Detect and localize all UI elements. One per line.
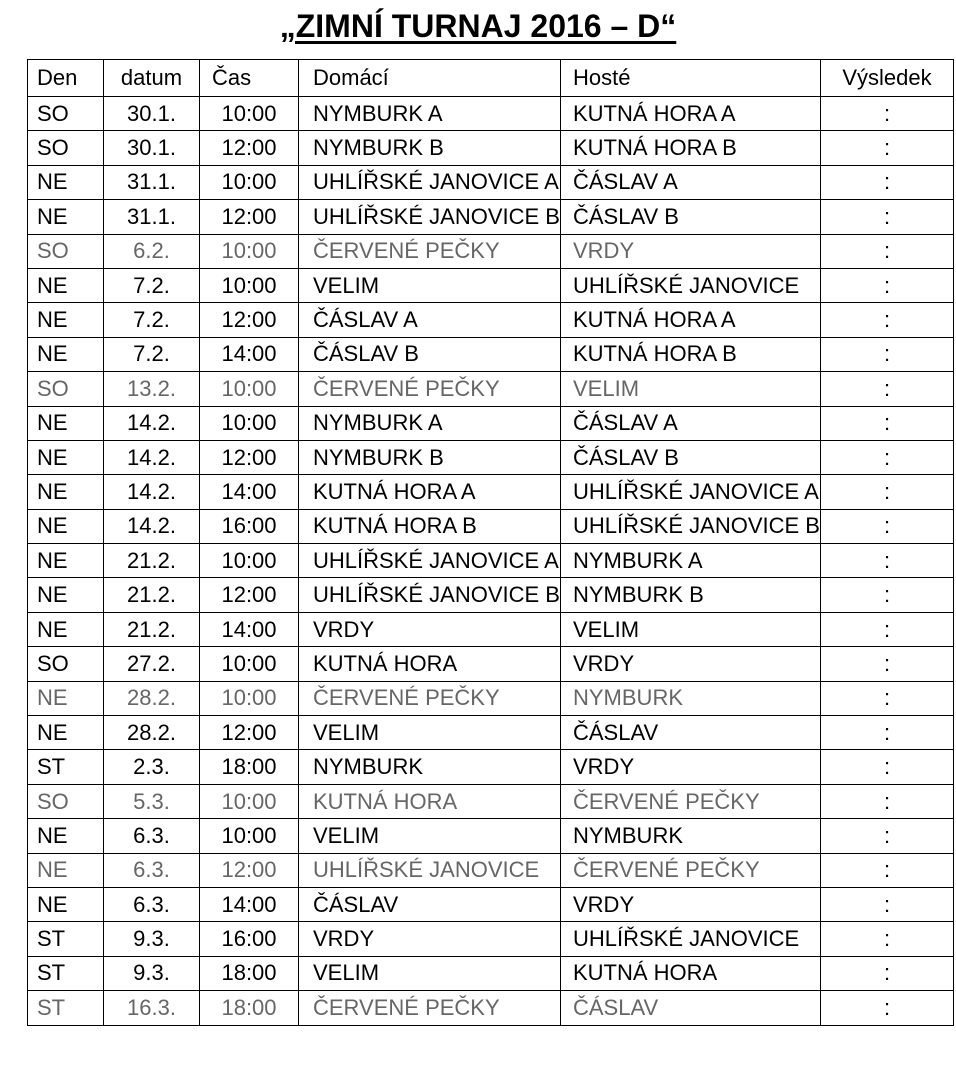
cell-time: 12:00 [200,716,299,750]
cell-time: 16:00 [200,509,299,543]
cell-day: NE [28,337,104,371]
cell-date: 7.2. [104,268,200,302]
cell-day: ST [28,956,104,990]
cell-result: : [821,612,954,646]
cell-result: : [821,337,954,371]
cell-time: 12:00 [200,853,299,887]
cell-time: 10:00 [200,784,299,818]
cell-away-team: ČÁSLAV [561,716,821,750]
cell-away-team: VELIM [561,612,821,646]
cell-result: : [821,647,954,681]
cell-day: NE [28,406,104,440]
cell-away-team: KUTNÁ HORA B [561,131,821,165]
cell-home-team: UHLÍŘSKÉ JANOVICE A [299,544,561,578]
cell-date: 13.2. [104,372,200,406]
cell-away-team: ČERVENÉ PEČKY [561,784,821,818]
cell-day: SO [28,131,104,165]
cell-date: 28.2. [104,716,200,750]
table-row [28,509,954,543]
cell-result: : [821,509,954,543]
cell-result: : [821,784,954,818]
cell-day: SO [28,372,104,406]
cell-away-team: NYMBURK [561,819,821,853]
cell-day: SO [28,784,104,818]
cell-date: 14.2. [104,440,200,474]
cell-time: 10:00 [200,544,299,578]
cell-away-team: NYMBURK [561,681,821,715]
cell-home-team: NYMBURK B [299,131,561,165]
cell-day: NE [28,716,104,750]
document-title-text: „ZIMNÍ TURNAJ 2016 – D“ [279,8,677,44]
table-row [28,544,954,578]
cell-home-team: ČERVENÉ PEČKY [299,991,561,1025]
table-row [28,612,954,646]
cell-day: NE [28,887,104,921]
cell-day: SO [28,234,104,268]
cell-day: SO [28,97,104,131]
cell-date: 6.3. [104,853,200,887]
header-result: Výsledek [821,60,954,97]
cell-away-team: NYMBURK B [561,578,821,612]
cell-home-team: NYMBURK [299,750,561,784]
table-row [28,200,954,234]
cell-away-team: NYMBURK A [561,544,821,578]
cell-date: 6.3. [104,819,200,853]
table-row [28,131,954,165]
cell-day: NE [28,853,104,887]
cell-date: 28.2. [104,681,200,715]
cell-home-team: ČERVENÉ PEČKY [299,372,561,406]
cell-time: 12:00 [200,131,299,165]
table-row [28,681,954,715]
cell-date: 14.2. [104,406,200,440]
cell-date: 9.3. [104,956,200,990]
table-row [28,165,954,199]
cell-time: 12:00 [200,578,299,612]
cell-day: NE [28,268,104,302]
table-row [28,268,954,302]
cell-time: 18:00 [200,956,299,990]
table-row [28,991,954,1025]
table-row [28,922,954,956]
table-row [28,578,954,612]
cell-date: 14.2. [104,509,200,543]
cell-time: 10:00 [200,406,299,440]
cell-time: 18:00 [200,750,299,784]
cell-home-team: KUTNÁ HORA A [299,475,561,509]
cell-away-team: ČÁSLAV B [561,440,821,474]
cell-date: 21.2. [104,578,200,612]
cell-time: 18:00 [200,991,299,1025]
cell-time: 14:00 [200,887,299,921]
cell-result: : [821,956,954,990]
table-row [28,716,954,750]
cell-day: NE [28,303,104,337]
cell-home-team: NYMBURK A [299,97,561,131]
cell-date: 6.3. [104,887,200,921]
cell-date: 14.2. [104,475,200,509]
cell-result: : [821,681,954,715]
cell-result: : [821,200,954,234]
schedule-table [27,59,954,1026]
table-row [28,475,954,509]
cell-result: : [821,922,954,956]
table-row [28,750,954,784]
cell-time: 12:00 [200,440,299,474]
cell-day: NE [28,440,104,474]
cell-date: 16.3. [104,991,200,1025]
cell-home-team: VELIM [299,268,561,302]
cell-date: 9.3. [104,922,200,956]
cell-day: ST [28,991,104,1025]
cell-result: : [821,268,954,302]
cell-away-team: UHLÍŘSKÉ JANOVICE A [561,475,821,509]
cell-date: 5.3. [104,784,200,818]
cell-home-team: ČERVENÉ PEČKY [299,681,561,715]
cell-time: 12:00 [200,200,299,234]
cell-time: 14:00 [200,475,299,509]
cell-result: : [821,853,954,887]
cell-time: 14:00 [200,337,299,371]
cell-result: : [821,578,954,612]
cell-date: 7.2. [104,303,200,337]
cell-away-team: ČÁSLAV A [561,165,821,199]
cell-time: 10:00 [200,234,299,268]
cell-away-team: KUTNÁ HORA [561,956,821,990]
cell-date: 6.2. [104,234,200,268]
cell-away-team: VRDY [561,750,821,784]
cell-result: : [821,440,954,474]
cell-time: 10:00 [200,97,299,131]
cell-away-team: ČÁSLAV A [561,406,821,440]
table-row [28,406,954,440]
table-row [28,784,954,818]
table-row [28,234,954,268]
cell-result: : [821,991,954,1025]
header-day: Den [28,60,104,97]
cell-home-team: UHLÍŘSKÉ JANOVICE [299,853,561,887]
cell-time: 10:00 [200,681,299,715]
cell-away-team: ČÁSLAV [561,991,821,1025]
table-row [28,97,954,131]
cell-date: 21.2. [104,544,200,578]
table-row [28,303,954,337]
table-row [28,372,954,406]
cell-time: 10:00 [200,647,299,681]
cell-day: ST [28,750,104,784]
cell-away-team: KUTNÁ HORA A [561,97,821,131]
cell-home-team: UHLÍŘSKÉ JANOVICE B [299,578,561,612]
table-row [28,819,954,853]
cell-home-team: ČERVENÉ PEČKY [299,234,561,268]
cell-home-team: ČÁSLAV A [299,303,561,337]
cell-away-team: ČERVENÉ PEČKY [561,853,821,887]
cell-day: NE [28,544,104,578]
cell-home-team: KUTNÁ HORA B [299,509,561,543]
cell-day: NE [28,200,104,234]
cell-result: : [821,544,954,578]
cell-away-team: KUTNÁ HORA B [561,337,821,371]
cell-result: : [821,475,954,509]
cell-home-team: ČÁSLAV B [299,337,561,371]
cell-date: 27.2. [104,647,200,681]
cell-away-team: VRDY [561,234,821,268]
cell-time: 14:00 [200,612,299,646]
cell-result: : [821,131,954,165]
cell-day: NE [28,612,104,646]
cell-day: SO [28,647,104,681]
cell-result: : [821,716,954,750]
table-row [28,956,954,990]
cell-time: 10:00 [200,268,299,302]
table-row [28,440,954,474]
cell-away-team: VRDY [561,647,821,681]
cell-home-team: UHLÍŘSKÉ JANOVICE A [299,165,561,199]
cell-result: : [821,97,954,131]
table-row [28,337,954,371]
header-date: datum [104,60,200,97]
cell-date: 31.1. [104,200,200,234]
cell-away-team: UHLÍŘSKÉ JANOVICE B [561,509,821,543]
cell-date: 7.2. [104,337,200,371]
cell-day: NE [28,819,104,853]
cell-away-team: UHLÍŘSKÉ JANOVICE [561,268,821,302]
cell-home-team: KUTNÁ HORA [299,784,561,818]
cell-home-team: UHLÍŘSKÉ JANOVICE B [299,200,561,234]
cell-result: : [821,819,954,853]
cell-time: 10:00 [200,372,299,406]
table-row [28,853,954,887]
cell-home-team: NYMBURK B [299,440,561,474]
cell-away-team: VELIM [561,372,821,406]
cell-date: 30.1. [104,97,200,131]
table-row [28,647,954,681]
cell-home-team: VELIM [299,716,561,750]
cell-away-team: VRDY [561,887,821,921]
schedule-table-header [28,60,954,97]
cell-day: NE [28,165,104,199]
cell-result: : [821,165,954,199]
document-title [0,4,956,48]
cell-away-team: UHLÍŘSKÉ JANOVICE [561,922,821,956]
cell-result: : [821,887,954,921]
cell-result: : [821,234,954,268]
table-row [28,887,954,921]
header-away-team: Hosté [561,60,821,97]
cell-time: 10:00 [200,819,299,853]
cell-result: : [821,750,954,784]
cell-home-team: ČÁSLAV [299,887,561,921]
cell-home-team: VELIM [299,956,561,990]
cell-home-team: VELIM [299,819,561,853]
cell-day: NE [28,578,104,612]
schedule-table-body [28,97,954,1026]
cell-date: 2.3. [104,750,200,784]
header-row [28,60,954,97]
cell-date: 21.2. [104,612,200,646]
cell-away-team: ČÁSLAV B [561,200,821,234]
cell-home-team: KUTNÁ HORA [299,647,561,681]
cell-result: : [821,303,954,337]
cell-result: : [821,406,954,440]
cell-day: NE [28,475,104,509]
cell-day: NE [28,681,104,715]
cell-result: : [821,372,954,406]
cell-home-team: VRDY [299,612,561,646]
cell-time: 10:00 [200,165,299,199]
cell-date: 31.1. [104,165,200,199]
header-home-team: Domácí [299,60,561,97]
header-time: Čas [200,60,299,97]
cell-day: NE [28,509,104,543]
cell-date: 30.1. [104,131,200,165]
cell-away-team: KUTNÁ HORA A [561,303,821,337]
cell-day: ST [28,922,104,956]
cell-home-team: NYMBURK A [299,406,561,440]
cell-time: 12:00 [200,303,299,337]
cell-home-team: VRDY [299,922,561,956]
cell-time: 16:00 [200,922,299,956]
